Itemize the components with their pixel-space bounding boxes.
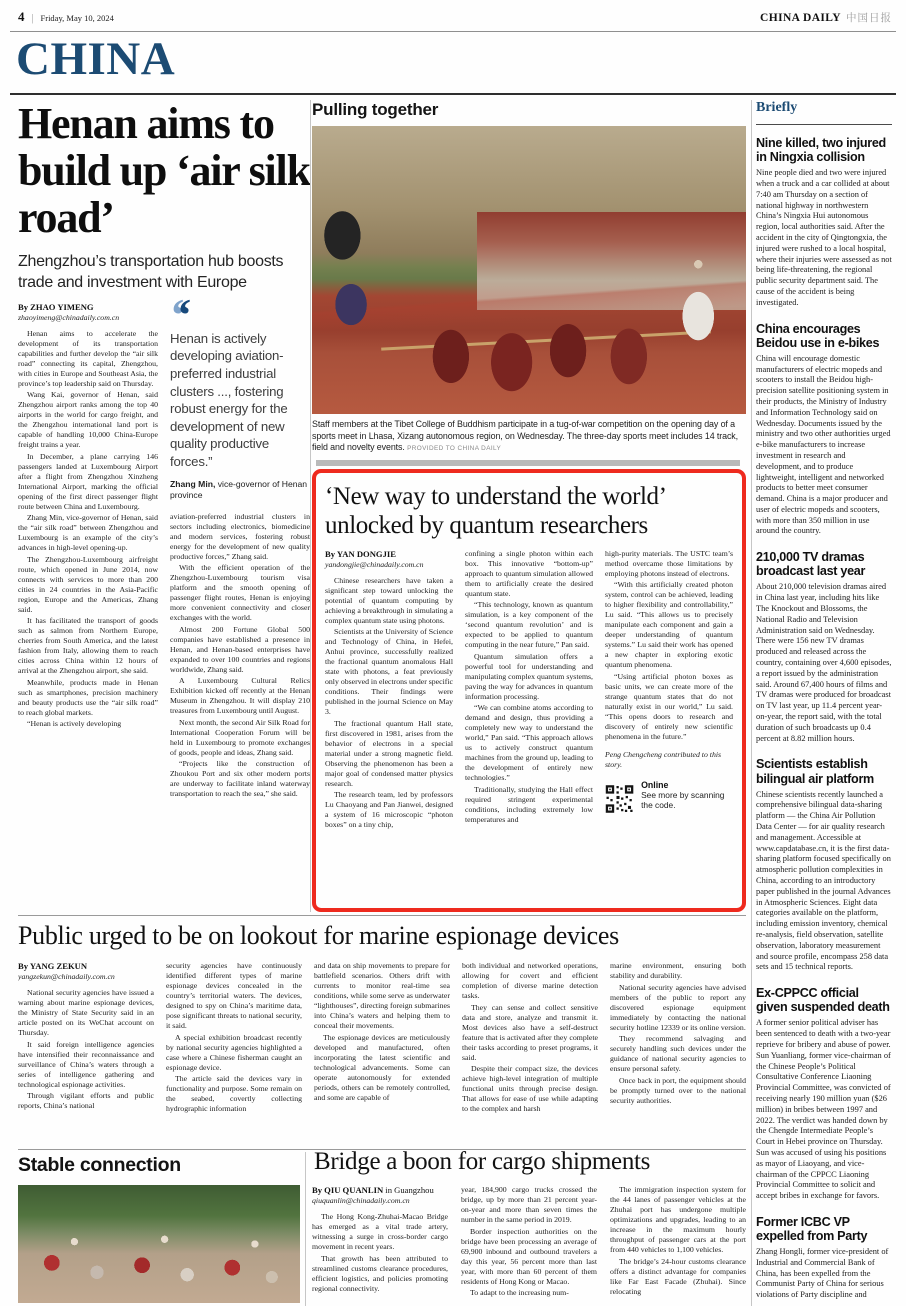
briefly-item: [756, 136, 892, 309]
bridge-headline: Bridge a boon for cargo shipments: [314, 1148, 651, 1175]
article-paragraph: Traditionally, studying the Hall effect required stringent experimental conditions, including extremely low temperatures and: [465, 784, 593, 824]
quantum-column-3: [605, 549, 733, 832]
photo-figures-detail: [18, 1185, 300, 1303]
pull-quote: [170, 288, 310, 502]
column-divider-right: [751, 100, 752, 1306]
photo-caption: [312, 419, 746, 454]
article-paragraph: Chinese researchers have taken a significant step toward unlocking the potential of quantum computing by achieving a breakthrough in simulating a complex quantum state using photons.: [325, 575, 453, 625]
briefly-rule: [756, 124, 892, 125]
stable-connection-title: Stable connection: [18, 1154, 181, 1176]
article-paragraph: To adapt to the increasing num-: [470, 1288, 569, 1297]
briefly-item: [756, 322, 892, 538]
article-paragraph: With the efficient operation of the Zhengzhou-Luxembourg tourism visa platform and the smooth opening of passenger flight routes, Henan is enjoying more convenient connectivity and closer exchanges with the world.: [170, 563, 310, 623]
header-separator: |: [31, 13, 34, 24]
article-paragraph: aviation-preferred industrial clusters in sectors including electronics, biomedicine and modern services, fostering robust energy for the development of new quality productive forces,” Zhang said.: [170, 511, 310, 561]
article-paragraph: The immigration inspection system for the 44 lanes of passenger vehicles at the Zhuhai port has undergone multiple optimizations and upgrades, leading to an increase in the maximum hourly throughput of passenger cars at the port from 440 vehicles to 1,100 vehicles.: [610, 1185, 746, 1254]
henan-subhead: Zhengzhou’s transportation hub boosts trade and investment with Europe: [18, 253, 284, 291]
article-paragraph: Once back in port, the equipment should be promptly turned over to the national security authorities.: [610, 1075, 746, 1105]
quantum-byline: By YAN DONGJIE: [325, 548, 396, 559]
article-paragraph: They can sense and collect sensitive data and store, analyze and transmit it. Most devices also have a self-destruct feature that is activated after they complete their tasks according to preset programs, it said.: [462, 1002, 598, 1062]
article-paragraph: marine environment, ensuring both stability and durability.: [610, 961, 746, 980]
quantum-column-2: [465, 549, 593, 832]
article-paragraph: year, 184,900 cargo trucks crossed the bridge, up by more than 21 percent year-on-year and more than seven times the number in the same period in 2019.: [461, 1185, 597, 1224]
online-description: See more by scanning the code.: [641, 789, 725, 811]
briefly-item-body: Chinese scientists recently launched a comprehensive bilingual data-sharing platform — the China Air Pollution Data Center — for air quality research and management. Accessible at www.capdatabase.cn, it is the first data-sharing platform focused specifically on atmospheric pollution complexities in China, according to an introductory paper published in the journal Advances in Atmospheric Sciences. Eight data categories available on the platform, including emission inventory, chemical re-analysis, field observation, satellite observation, laboratory measurement and source profile, encompass 258 data sets and 15 technical reports.: [756, 789, 891, 972]
article-henan: [18, 100, 310, 914]
pull-quote-text: Henan is actively developing aviation-preferred industrial clusters ..., fostering robust energy for the development of new quality productive forces.”: [170, 330, 288, 469]
article-paragraph: The research team, led by professors Lu Chaoyang and Pan Jianwei, designed a system of 16 microscopic “photon boxes” on a tiny chip,: [325, 790, 453, 830]
column-divider-left: [310, 100, 311, 912]
briefly-item-headline: Nine killed, two injured in Ningxia collision: [756, 136, 886, 165]
section-rule: [10, 93, 896, 95]
article-paragraph: National security agencies have advised members of the public to report any discovered espionage equipment immediately by contacting the national security hotline 12339 or its online version.: [610, 982, 746, 1032]
henan-column-1: [18, 302, 158, 801]
briefly-item-body: Zhang Hongli, former vice-president of Industrial and Commercial Bank of China, has been expelled from the Communist Party of China for serious violations of Party discipline and: [756, 1247, 889, 1300]
page-number: 4: [18, 9, 25, 24]
online-box: [605, 780, 733, 818]
quote-marks-icon: ‘‘: [170, 288, 188, 340]
article-paragraph: “Projects like the construction of Zhoukou Port and six other modern ports are underway to facilitate inland waterway transportation to reach the sea,” she said.: [170, 759, 310, 799]
article-paragraph: It has facilitated the transport of goods such as salmon from Northern Europe, cherries from South America, and the latest fashion from Italy, allowing them to reach cities across China within 12 hours of arrival at the Zhengzhou airport, she said.: [18, 616, 158, 676]
article-paragraph: Meanwhile, products made in Henan such as smartphones, precision machinery and beauty products use the “air silk road” to reach global markets.: [18, 677, 158, 717]
article-paragraph: “We can combine atoms according to demand and design, thus providing a completely new way to understand the world,” Pan said. “This approach allows us to actively construct quantum machines from the ground up, leading to the development of entirely new technologies.”: [465, 703, 593, 783]
qr-code-icon: [605, 780, 634, 818]
photo-caption-text: Staff members at the Tibet College of Buddhism participate in a tug-of-war competition on the opening day of a sports meet in Lhasa, Xizang autonomous region, on Wednesday. The three-day sports meet includes 14 track, field and novelty events.: [312, 419, 738, 453]
briefly-item-headline: Scientists establish bilingual air platform: [756, 757, 874, 786]
bridge-byline-location: in Guangzhou: [383, 1185, 434, 1195]
briefly-item: [756, 986, 892, 1202]
rule-above-marine-article: [18, 915, 746, 916]
article-paragraph: The espionage devices are meticulously developed and manufactured, often incorporating the latest scientific and technological advancements. Some can operate autonomously for extended periods, others can be remotely controlled, and some are capable of: [314, 1032, 450, 1102]
bridge-column-2: [461, 1185, 597, 1300]
highlighted-article-quantum: [312, 469, 746, 912]
bridge-byline: [312, 1185, 448, 1195]
briefly-item-headline: China encourages Beidou use in e-bikes: [756, 321, 880, 350]
briefly-item-headline: Ex-CPPCC official given suspended death: [756, 986, 890, 1015]
article-paragraph: National security agencies have issued a warning about marine espionage devices, the Ministry of State Security said in an article posted on its WeChat account on Thursday.: [18, 988, 154, 1037]
article-paragraph: The article said the devices vary in functionality and purpose. Some remain on the seabed, covertly collecting hydrographic information: [166, 1074, 302, 1113]
marine-column-5: [610, 961, 746, 1116]
briefly-item: [756, 1215, 892, 1301]
bridge-column-3: [610, 1185, 746, 1300]
photo-story-title: Pulling together: [312, 100, 439, 119]
marine-column-3: [314, 961, 450, 1116]
article-paragraph: Border inspection authorities on the bridge have been processing an average of 69,900 inbound and outbound travelers a day this year, 56 percent more than last year, with more than 60 percent of them residents of Hong Kong or Macao.: [461, 1226, 597, 1286]
gray-separator-bar: [316, 460, 740, 466]
quantum-author-email: yandongjie@chinadaily.com.cn: [325, 559, 424, 569]
briefly-item: [756, 757, 892, 973]
article-paragraph: “With this artificially created photon system, control can be achieved, leading to higher flexibility and controllability,” Lu said. “This allows us to precisely manipulate each component and gain a deeper understanding of quantum systems.” Lu said their work has opened a new chapter in exploring exotic quantum phenomena.: [605, 580, 733, 670]
briefly-item: [756, 550, 892, 744]
article-paragraph: The Hong Kong-Zhuhai-Macao Bridge has emerged as a vital trade artery, witnessing a surge in cross-border cargo movement in recent years.: [312, 1212, 448, 1251]
article-paragraph: Through vigilant efforts and public reports, China’s national: [18, 1091, 154, 1110]
marine-column-2: [166, 961, 302, 1116]
article-paragraph: The Zhengzhou-Luxembourg airfreight route, which opened in June 2014, now connects with services to more than 200 cities in 24 countries in the Asia-Pacific region, Europe and the Americas, Zhang said.: [18, 554, 158, 614]
masthead-name: CHINA DAILY: [760, 12, 841, 24]
contributor-note: Peng Chengcheng contributed to this story.: [605, 749, 722, 769]
bridge-byline-name: By QIU QUANLIN: [312, 1185, 384, 1195]
marine-byline: By YANG ZEKUN: [18, 961, 88, 971]
article-paragraph: A special exhibition broadcast recently by national security agencies highlighted a case where a Chinese fisherman caught an espionage device.: [166, 1032, 302, 1072]
article-paragraph: Wang Kai, governor of Henan, said Zhengzhou airport ranks among the top 40 airports in the world for cargo freight, and the Zhengzhou international land port is capable of handling 10,000 China-Europe freight trains a year.: [18, 390, 158, 450]
marine-headline: Public urged to be on lookout for marine espionage devices: [18, 921, 619, 950]
henan-author-email: zhaoyimeng@chinadaily.com.cn: [18, 312, 120, 322]
article-marine-espionage: [18, 921, 746, 1145]
quote-attribution-name: Zhang Min,: [170, 479, 216, 490]
briefly-title: Briefly: [756, 100, 798, 115]
article-paragraph: high-purity materials. The USTC team’s method overcame those limitations by employing photons instead of electrons.: [605, 548, 733, 578]
bridge-author-email: qiuquanlin@chinadaily.com.cn: [312, 1196, 410, 1205]
marine-author-email: yangzekun@chinadaily.com.cn: [18, 972, 115, 981]
article-paragraph: Quantum simulation offers a powerful tool for understanding and manipulating complex quantum systems, paving the way for advances in quantum information processing.: [465, 651, 593, 701]
article-paragraph: Almost 200 Fortune Global 500 companies have established a presence in Henan, and Henan-based enterprises have expanded to over 100 countries and regions worldwide, Zhang said.: [170, 624, 310, 674]
briefly-item-body: Nine people died and two were injured when a truck and a car collided at about 7:40 am Thursday on a section of national highway in northwestern China’s Ningxia Hui autonomous region, local authorities said. After the accident in the city of Qingtongxia, the injured were rushed to a local hospital, where their injuries were assessed as not being life-threatening, the regional public security department said. The cause of the accident is being investigated.: [756, 168, 892, 307]
masthead: [760, 10, 892, 25]
henan-headline: Henan aims to build up ‘air silk road’: [18, 100, 310, 243]
briefly-item-body: About 210,000 television dramas aired in China last year, including hits like The Knockout and Blossoms, the National Radio and Television Administration said on Wednesday. There were 156 new TV dramas produced and released across the country, containing over 4,600 episodes, a report issued by the administration said. Around 67,400 hours of films and TV dramas were produced for broadcast on TV last year, up 11.4 percent year-on-year, the report said, with the total duration of such broadcasts up 0.4 percent at 8.82 million hours.: [756, 582, 892, 743]
henan-column-2: [170, 288, 310, 801]
article-paragraph: Despite their compact size, the devices achieve high-level integration of multiple functional units through precise design. That allows for ease of use while adapting to the complex and harsh: [462, 1064, 598, 1113]
article-paragraph: Next month, the second Air Silk Road for International Cooperation Forum will be held in Luxembourg to promote exchanges of goods, people and ideas, Zhang said.: [170, 717, 310, 757]
quantum-column-1: [325, 549, 453, 832]
article-paragraph: A Luxembourg Cultural Relics Exhibition kicked off recently at the Henan Museum in Zhengzhou. It will display 210 treasures from Luxembourg until August.: [170, 676, 310, 716]
article-paragraph: confining a single photon within each box. This innovative “bottom-up” approach to quantum simulation allowed them to artificially create the desired quantum state.: [465, 548, 593, 598]
article-paragraph: Scientists at the University of Science and Technology of China, in Hefei, Anhui province, successfully realized the fractional quantum anomalous Hall state with photons, a feat previously only observed in electrons under specific conditions. Their findings were published in the journal Science on May 3.: [325, 627, 453, 717]
online-label: Online: [641, 779, 669, 790]
photo-tug-of-war: [312, 126, 746, 414]
marine-column-1: [18, 961, 154, 1116]
photo-procession: [18, 1185, 300, 1303]
article-paragraph: security agencies have continuously identified different types of marine espionage devices concealed in the country’s territorial waters. The devices, designed to spy on China’s maritime data, pose significant threats to national security, it said.: [166, 961, 302, 1030]
briefly-column: [756, 100, 892, 1306]
quote-attribution-role: vice-governor of Henan province: [170, 479, 308, 501]
henan-byline: By ZHAO YIMENG: [18, 301, 94, 312]
photo-figures-detail: [312, 126, 746, 414]
article-paragraph: The bridge’s 24-hour customs clearance offers a distinct advantage for companies like Far East Facade (Zhuhai). Since relocating: [610, 1256, 746, 1296]
article-paragraph: In December, a plane carrying 146 passengers landed at Luxembourg Airport after a flight from Zhengzhou Xinzheng International Airport, marking the official opening of the first direct passenger flight route between China and Luxembourg.: [18, 451, 158, 511]
article-paragraph: It said foreign intelligence agencies have intensified their reconnaissance and surveillance of China’s waters through a series of intelligence gathering and technological espionage activities.: [18, 1039, 154, 1089]
section-title: CHINA: [16, 33, 176, 85]
header-rule: [10, 31, 896, 32]
briefly-item-headline: Former ICBC VP expelled from Party: [756, 1214, 868, 1243]
bridge-column-1: [312, 1185, 448, 1300]
article-paragraph: and data on ship movements to prepare for battlefield scenarios. Others drift with currents to monitor real-time sea conditions, while some serve as underwater “lighthouses”, directing foreign submarines into China’s waters and helping them to conceal their movements.: [314, 961, 450, 1030]
article-paragraph: Henan aims to accelerate the development of its transportation capabilities and further develop the “air silk road” connecting its capital, Zhengzhou, with cities in Europe and Southeast Asia, the province’s top leadership said on Thursday.: [18, 328, 158, 388]
marine-column-4: [462, 961, 598, 1116]
column-divider-bottom: [305, 1152, 306, 1306]
article-bridge-cargo: [312, 1148, 746, 1306]
middle-column: [312, 100, 746, 914]
briefly-item-body: China will encourage domestic manufacturers of electric mopeds and scooters to install the Beidou high-precision satellite positioning system in their products, the Ministry of Industry and Information Technology said on Wednesday. Documents issued by the ministry and two other authorities urged e-bike manufacturers to increase investment in research and development, and to produce lightweight, intelligent and networked products to better meet consumer demand. China is a major producer and user of electric mopeds and scooters, with more than 350 million in use around the country.: [756, 353, 891, 536]
page-header: [18, 9, 114, 25]
briefly-item-body: A former senior political adviser has been sentenced to death with a two-year reprieve for bribery and abuse of power. Sun Yuanliang, former vice-chairman of the Chinese People’s Political Consultative Conference Liaoning Provincial Committee, was convicted of receiving nearly 190 million yuan ($26 million) in bribes between 1997 and 2022. The verdict was handed down by the Chengde Intermediate People’s Court in Hebei province on Thursday. Sun was accused of using his positions as mayor of Liaoyang, and vice-chairman of the CPPCC Liaoning Provincial Committee to solicit and accept bribes in exchange for favors.: [756, 1018, 891, 1201]
pull-quote-attribution: [170, 479, 310, 501]
briefly-item-headline: 210,000 TV dramas broadcast last year: [756, 550, 866, 579]
article-paragraph: “This technology, known as quantum simulation, is a key component of the ‘second quantum revolution’ and is expected to be applied to quantum computing in the near future,” Pan said.: [465, 600, 593, 650]
quantum-headline: ‘New way to understand the world’ unlocked by quantum researchers: [325, 482, 665, 539]
article-paragraph: “Henan is actively developing: [27, 719, 122, 729]
article-paragraph: Zhang Min, vice-governor of Henan, said the “air silk road” between Zhengzhou and Luxembourg is an example of the city’s advances in high-level opening-up.: [18, 513, 158, 553]
photo-story-stable-connection: [18, 1154, 300, 1306]
article-paragraph: both individual and networked operations, allowing for covert and efficient completion of diverse marine detection tasks.: [462, 961, 598, 1000]
photo-credit: PROVIDED TO CHINA DAILY: [407, 445, 502, 453]
article-paragraph: “Using artificial photon boxes as basic units, we can create more of the strange quantum states that do not naturally exist in our world,” Lu said. “This opens doors to research and discovery of entirely new scientific phenomena in the future.”: [605, 671, 733, 741]
article-paragraph: They recommend salvaging and securely handling such devices under the guidance of national security agencies to ensure personal safety.: [610, 1034, 746, 1073]
page-date: Friday, May 10, 2024: [40, 13, 114, 23]
article-paragraph: That growth has been attributed to streamlined customs clearance procedures, efficient logistics, and policies promoting regional connectivity.: [312, 1253, 448, 1293]
masthead-chinese-logo: 中国日报: [846, 13, 892, 24]
article-paragraph: The fractional quantum Hall state, first discovered in 1981, arises from the behavior of electrons in a special material under a strong magnetic field. Observing the phenomenon has been a major goal of condensed matter physics research.: [325, 718, 453, 788]
